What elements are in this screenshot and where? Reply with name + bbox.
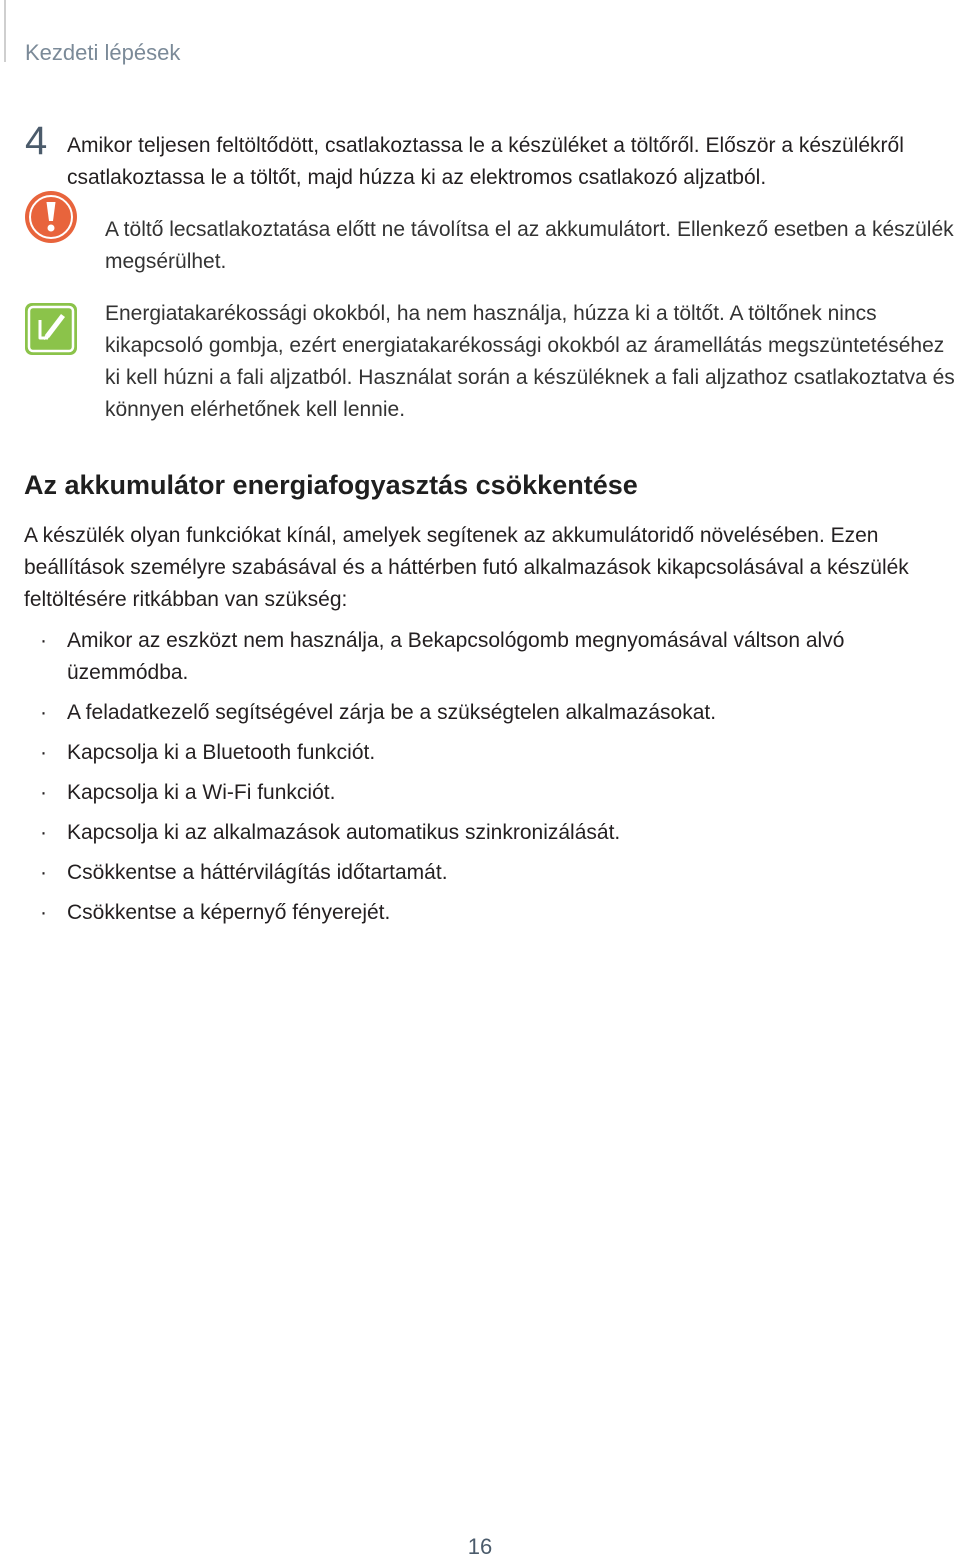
list-item-text: Amikor az eszközt nem használja, a Bekapcsológomb megnyomásával váltson alvó üzemmódba. (67, 629, 845, 684)
list-item (0, 737, 927, 769)
bullet-icon: · (40, 781, 47, 804)
bullet-icon: · (40, 821, 47, 844)
bullet-icon: · (40, 629, 47, 652)
step-number: 4 (25, 119, 48, 163)
bullet-icon: · (40, 701, 47, 724)
note-pencil-icon (24, 302, 78, 356)
list-item (0, 897, 927, 929)
bullet-list (0, 625, 960, 937)
step-text: Amikor teljesen feltöltődött, csatlakoztassa le a készüléket a töltőről. Először a készülékről csatlakoztassa le a töltőt, majd húzza ki az elektromos csatlakozó aljzatból. (67, 134, 904, 189)
list-item-text: Csökkentse a háttérvilágítás időtartamát. (67, 861, 448, 884)
section-title: Az akkumulátor energiafogyasztás csökkentése (24, 470, 638, 500)
note-text: Energiatakarékossági okokból, ha nem használja, húzza ki a töltőt. A töltőnek nincs kikapcsoló gombja, ezért energiatakarékossági okokból az áramellátás megszüntetéséhez ki kell húzni a fali aljzatból. Használat során a készüléknek a fali aljzathoz csatlakoztatva és könnyen elérhetőnek kell lennie. (105, 302, 955, 421)
list-item (0, 777, 927, 809)
bullet-icon: · (40, 741, 47, 764)
section-header: Kezdeti lépések (25, 40, 181, 65)
list-item-text: Kapcsolja ki az alkalmazások automatikus szinkronizálását. (67, 821, 621, 844)
bullet-icon: · (40, 861, 47, 884)
list-item (0, 817, 927, 849)
bullet-icon: · (40, 901, 47, 924)
list-item-text: Csökkentse a képernyő fényerejét. (67, 901, 391, 924)
margin-rule (4, 0, 6, 62)
section-intro: A készülék olyan funkciókat kínál, amelyek segítenek az akkumulátoridő növelésében. Ezen beállítások személyre szabásával és a háttérben futó alkalmazások kikapcsolásával a készülék feltöltésére ritkábban van szükség: (24, 524, 909, 611)
page-number: 16 (467, 1534, 493, 1559)
list-item-text: Kapcsolja ki a Bluetooth funkciót. (67, 741, 376, 764)
list-item (0, 625, 927, 689)
list-item (0, 857, 927, 889)
warning-text: A töltő lecsatlakoztatása előtt ne távolítsa el az akkumulátort. Ellenkező esetben a készülék megsérülhet. (105, 218, 954, 273)
list-item-text: A feladatkezelő segítségével zárja be a szükségtelen alkalmazásokat. (67, 701, 717, 724)
list-item-text: Kapcsolja ki a Wi-Fi funkciót. (67, 781, 336, 804)
list-item (0, 697, 927, 729)
exclamation-icon (24, 190, 78, 244)
